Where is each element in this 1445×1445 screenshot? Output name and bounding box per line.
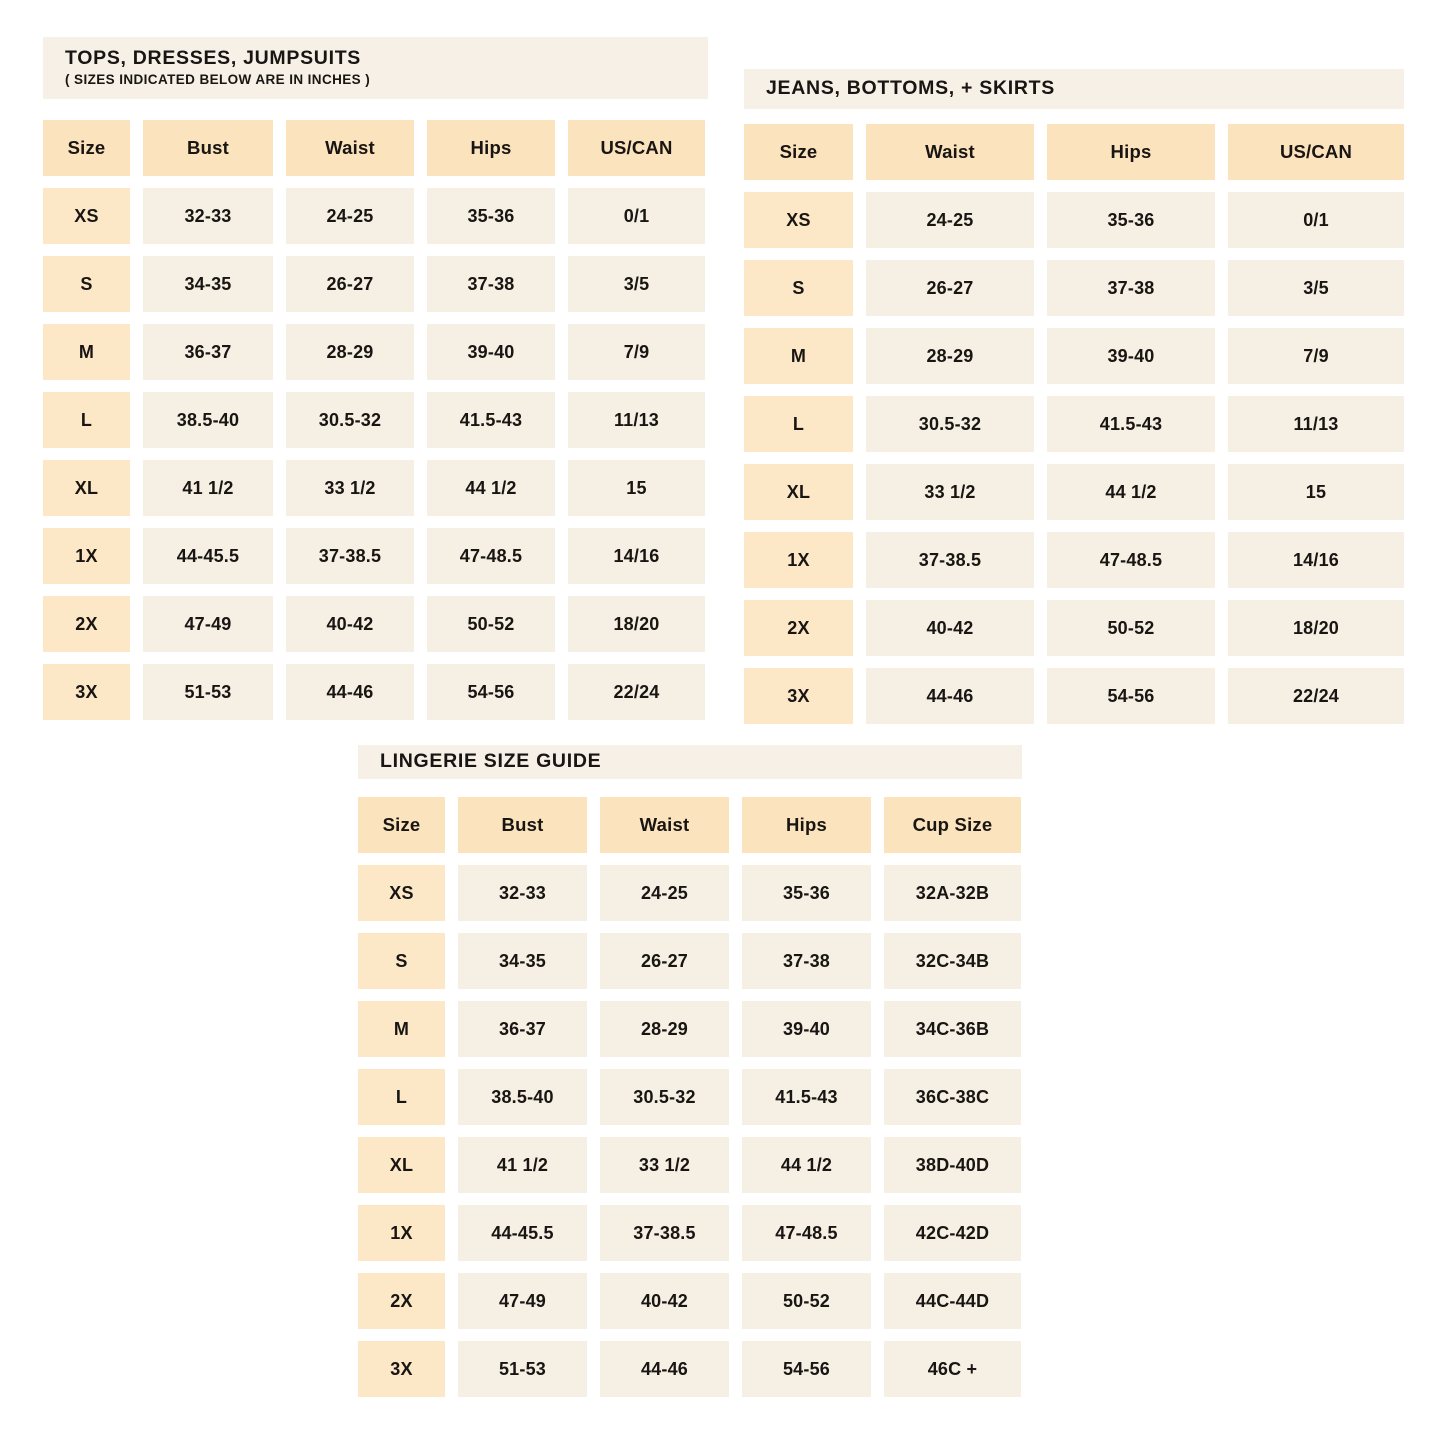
- column-header-us-can: US/CAN: [1228, 124, 1404, 180]
- size-value-cell: 32A-32B: [884, 865, 1021, 921]
- column-header-size: Size: [358, 797, 445, 853]
- size-value-cell: 28-29: [286, 324, 414, 380]
- size-value-cell: 44-46: [286, 664, 414, 720]
- lingerie-table-title: LINGERIE SIZE GUIDE: [380, 750, 602, 773]
- row-size-label: M: [358, 1001, 445, 1057]
- row-size-label: XS: [358, 865, 445, 921]
- size-value-cell: 37-38.5: [600, 1205, 729, 1261]
- size-value-cell: 26-27: [866, 260, 1034, 316]
- size-value-cell: 51-53: [143, 664, 273, 720]
- size-value-cell: 15: [1228, 464, 1404, 520]
- size-value-cell: 51-53: [458, 1341, 587, 1397]
- row-size-label: L: [744, 396, 853, 452]
- column-header-waist: Waist: [286, 120, 414, 176]
- row-size-label: XS: [43, 188, 130, 244]
- size-value-cell: 24-25: [866, 192, 1034, 248]
- row-size-label: 1X: [744, 532, 853, 588]
- column-header-waist: Waist: [866, 124, 1034, 180]
- size-value-cell: 39-40: [427, 324, 555, 380]
- size-value-cell: 34-35: [143, 256, 273, 312]
- column-header-hips: Hips: [742, 797, 871, 853]
- size-value-cell: 47-49: [143, 596, 273, 652]
- size-value-cell: 35-36: [742, 865, 871, 921]
- size-value-cell: 11/13: [1228, 396, 1404, 452]
- size-value-cell: 14/16: [1228, 532, 1404, 588]
- size-value-cell: 24-25: [286, 188, 414, 244]
- size-value-cell: 40-42: [600, 1273, 729, 1329]
- size-value-cell: 54-56: [1047, 668, 1215, 724]
- column-header-waist: Waist: [600, 797, 729, 853]
- size-value-cell: 50-52: [742, 1273, 871, 1329]
- column-header-bust: Bust: [143, 120, 273, 176]
- size-value-cell: 30.5-32: [866, 396, 1034, 452]
- jeans-table-title: JEANS, BOTTOMS, + SKIRTS: [766, 77, 1055, 100]
- size-value-cell: 0/1: [1228, 192, 1404, 248]
- column-header-cup-size: Cup Size: [884, 797, 1021, 853]
- size-value-cell: 37-38.5: [866, 532, 1034, 588]
- row-size-label: S: [358, 933, 445, 989]
- row-size-label: 2X: [358, 1273, 445, 1329]
- size-value-cell: 35-36: [427, 188, 555, 244]
- size-value-cell: 44 1/2: [427, 460, 555, 516]
- row-size-label: 3X: [43, 664, 130, 720]
- column-header-hips: Hips: [1047, 124, 1215, 180]
- size-value-cell: 41.5-43: [742, 1069, 871, 1125]
- size-value-cell: 47-49: [458, 1273, 587, 1329]
- size-value-cell: 18/20: [1228, 600, 1404, 656]
- row-size-label: S: [43, 256, 130, 312]
- size-value-cell: 38D-40D: [884, 1137, 1021, 1193]
- size-value-cell: 44 1/2: [1047, 464, 1215, 520]
- column-header-hips: Hips: [427, 120, 555, 176]
- tops-table-title: TOPS, DRESSES, JUMPSUITS: [65, 46, 362, 69]
- size-value-cell: 30.5-32: [600, 1069, 729, 1125]
- size-value-cell: 47-48.5: [742, 1205, 871, 1261]
- size-value-cell: 33 1/2: [866, 464, 1034, 520]
- lingerie-size-guide-table: [358, 745, 1022, 1397]
- tops-table-subtitle: ( SIZES INDICATED BELOW ARE IN INCHES ): [65, 72, 371, 88]
- size-value-cell: 34-35: [458, 933, 587, 989]
- row-size-label: 3X: [358, 1341, 445, 1397]
- size-value-cell: 7/9: [1228, 328, 1404, 384]
- row-size-label: L: [43, 392, 130, 448]
- size-value-cell: 54-56: [742, 1341, 871, 1397]
- size-value-cell: 32C-34B: [884, 933, 1021, 989]
- lingerie-table-grid: [358, 797, 1022, 1397]
- size-value-cell: 38.5-40: [143, 392, 273, 448]
- size-value-cell: 37-38: [427, 256, 555, 312]
- size-value-cell: 44-45.5: [143, 528, 273, 584]
- size-value-cell: 30.5-32: [286, 392, 414, 448]
- size-value-cell: 44-46: [866, 668, 1034, 724]
- size-value-cell: 26-27: [286, 256, 414, 312]
- size-value-cell: 3/5: [1228, 260, 1404, 316]
- jeans-bottoms-skirts-table: [744, 69, 1404, 724]
- size-value-cell: 36-37: [458, 1001, 587, 1057]
- row-size-label: 2X: [744, 600, 853, 656]
- size-value-cell: 28-29: [600, 1001, 729, 1057]
- size-value-cell: 50-52: [1047, 600, 1215, 656]
- size-value-cell: 44 1/2: [742, 1137, 871, 1193]
- row-size-label: 1X: [43, 528, 130, 584]
- size-value-cell: 37-38: [1047, 260, 1215, 316]
- size-value-cell: 35-36: [1047, 192, 1215, 248]
- size-value-cell: 7/9: [568, 324, 705, 380]
- size-value-cell: 34C-36B: [884, 1001, 1021, 1057]
- column-header-size: Size: [744, 124, 853, 180]
- column-header-bust: Bust: [458, 797, 587, 853]
- size-value-cell: 33 1/2: [600, 1137, 729, 1193]
- row-size-label: XL: [744, 464, 853, 520]
- row-size-label: 2X: [43, 596, 130, 652]
- size-value-cell: 33 1/2: [286, 460, 414, 516]
- row-size-label: M: [43, 324, 130, 380]
- size-value-cell: 3/5: [568, 256, 705, 312]
- tops-dresses-jumpsuits-table: [43, 37, 708, 720]
- row-size-label: XL: [358, 1137, 445, 1193]
- size-value-cell: 42C-42D: [884, 1205, 1021, 1261]
- row-size-label: S: [744, 260, 853, 316]
- size-value-cell: 39-40: [742, 1001, 871, 1057]
- size-value-cell: 41 1/2: [143, 460, 273, 516]
- size-value-cell: 44C-44D: [884, 1273, 1021, 1329]
- size-value-cell: 41 1/2: [458, 1137, 587, 1193]
- column-header-us-can: US/CAN: [568, 120, 705, 176]
- size-value-cell: 47-48.5: [427, 528, 555, 584]
- size-value-cell: 41.5-43: [427, 392, 555, 448]
- row-size-label: 1X: [358, 1205, 445, 1261]
- size-value-cell: 22/24: [1228, 668, 1404, 724]
- tops-table-grid: [43, 120, 708, 720]
- tops-table-title-bar: [43, 37, 708, 99]
- size-value-cell: 46C +: [884, 1341, 1021, 1397]
- size-value-cell: 47-48.5: [1047, 532, 1215, 588]
- size-value-cell: 22/24: [568, 664, 705, 720]
- size-value-cell: 54-56: [427, 664, 555, 720]
- size-value-cell: 36-37: [143, 324, 273, 380]
- row-size-label: XS: [744, 192, 853, 248]
- size-value-cell: 11/13: [568, 392, 705, 448]
- size-value-cell: 37-38.5: [286, 528, 414, 584]
- size-value-cell: 37-38: [742, 933, 871, 989]
- size-value-cell: 38.5-40: [458, 1069, 587, 1125]
- size-value-cell: 18/20: [568, 596, 705, 652]
- column-header-size: Size: [43, 120, 130, 176]
- size-value-cell: 28-29: [866, 328, 1034, 384]
- size-value-cell: 44-46: [600, 1341, 729, 1397]
- size-value-cell: 0/1: [568, 188, 705, 244]
- size-value-cell: 24-25: [600, 865, 729, 921]
- row-size-label: L: [358, 1069, 445, 1125]
- row-size-label: 3X: [744, 668, 853, 724]
- lingerie-table-title-bar: [358, 745, 1022, 779]
- size-value-cell: 39-40: [1047, 328, 1215, 384]
- size-value-cell: 50-52: [427, 596, 555, 652]
- row-size-label: M: [744, 328, 853, 384]
- size-value-cell: 41.5-43: [1047, 396, 1215, 452]
- size-value-cell: 40-42: [866, 600, 1034, 656]
- size-value-cell: 36C-38C: [884, 1069, 1021, 1125]
- size-value-cell: 15: [568, 460, 705, 516]
- row-size-label: XL: [43, 460, 130, 516]
- size-value-cell: 40-42: [286, 596, 414, 652]
- size-value-cell: 44-45.5: [458, 1205, 587, 1261]
- size-value-cell: 14/16: [568, 528, 705, 584]
- size-value-cell: 32-33: [458, 865, 587, 921]
- size-value-cell: 26-27: [600, 933, 729, 989]
- jeans-table-grid: [744, 124, 1404, 724]
- jeans-table-title-bar: [744, 69, 1404, 109]
- size-value-cell: 32-33: [143, 188, 273, 244]
